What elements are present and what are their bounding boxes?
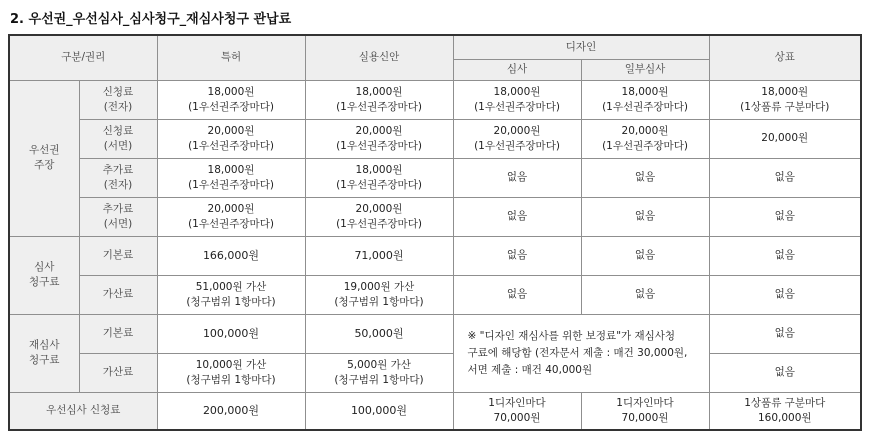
cell-line: (1우선권주장마다) [188, 178, 274, 191]
cell-line: 50,000원 [354, 327, 404, 340]
fee-table [8, 34, 862, 431]
cell-patent [157, 392, 305, 430]
cell-line: 18,000원 [493, 85, 541, 98]
label-line: 가산료 [102, 288, 134, 300]
cell-line: (1우선권주장마다) [188, 217, 274, 230]
cell-patent [157, 314, 305, 353]
cell-patent [157, 236, 305, 275]
label-line: (전자) [103, 178, 133, 191]
cell-utility [305, 158, 453, 197]
cell-line: 100,000원 [350, 404, 408, 418]
note-line: 구료에 해당함 (전자문서 제출 : 매건 30,000원, [467, 346, 688, 359]
row-label [79, 275, 157, 314]
row-label [79, 158, 157, 197]
group-label-line: 재심사 [29, 339, 60, 351]
header-design-exam: 심사 [453, 59, 581, 80]
group-label-line: 청구료 [29, 354, 60, 366]
cell-line: 없음 [634, 249, 656, 261]
cell-line: 없음 [506, 210, 528, 222]
cell-patent [157, 275, 305, 314]
cell-line: (1우선권주장마다) [188, 139, 274, 152]
cell-patent [157, 197, 305, 236]
row-label [79, 236, 157, 275]
cell-line: 100,000원 [202, 327, 260, 340]
cell-patent [157, 158, 305, 197]
cell-design-exam [453, 80, 581, 119]
header-trademark: 상표 [709, 35, 861, 80]
cell-patent [157, 353, 305, 392]
label-line: 기본료 [102, 249, 134, 261]
cell-line: 없음 [634, 171, 656, 183]
label-line: 기본료 [102, 327, 134, 339]
cell-design-partial [581, 158, 709, 197]
cell-design-exam [453, 392, 581, 430]
cell-line: 20,000원 [207, 124, 255, 137]
cell-design-partial [581, 392, 709, 430]
cell-design-partial [581, 80, 709, 119]
cell-line: 18,000원 [355, 163, 403, 176]
cell-line: 없음 [774, 210, 795, 222]
cell-line: 18,000원 [355, 85, 403, 98]
cell-line: (1우선권주장마다) [602, 100, 688, 113]
cell-line: 10,000원 가산 [195, 358, 267, 371]
cell-line: 19,000원 가산 [343, 280, 415, 293]
group-reexam [9, 314, 79, 392]
cell-trademark [709, 392, 861, 430]
cell-line: (1우선권주장마다) [474, 100, 560, 113]
note-line: 서면 제출 : 매건 40,000원 [467, 363, 593, 376]
cell-trademark [709, 80, 861, 119]
cell-design-partial [581, 236, 709, 275]
cell-design-exam [453, 197, 581, 236]
cell-line: 없음 [774, 366, 795, 378]
header-category: 구분/권리 [9, 35, 157, 80]
group-exam [9, 236, 79, 314]
cell-utility [305, 353, 453, 392]
cell-line: (1우선권주장마다) [474, 139, 560, 152]
cell-line: 20,000원 [621, 124, 669, 137]
cell-trademark [709, 197, 861, 236]
design-reexam-note [453, 314, 709, 392]
row-label-priority-exam: 우선심사 신청료 [9, 392, 157, 430]
cell-patent [157, 119, 305, 158]
cell-trademark [709, 119, 861, 158]
row-label [79, 197, 157, 236]
cell-design-partial [581, 119, 709, 158]
cell-design-exam [453, 236, 581, 275]
row-label [79, 119, 157, 158]
cell-trademark [709, 353, 861, 392]
cell-utility [305, 275, 453, 314]
cell-line: 없음 [506, 249, 528, 261]
cell-utility [305, 392, 453, 430]
cell-line: 5,000원 가산 [347, 358, 411, 371]
cell-line: (1우선권주장마다) [188, 100, 274, 113]
cell-utility [305, 314, 453, 353]
cell-design-partial [581, 275, 709, 314]
cell-line: 없음 [506, 171, 528, 183]
header-utility: 실용신안 [305, 35, 453, 80]
group-label-line: 청구료 [29, 276, 60, 288]
cell-patent [157, 80, 305, 119]
group-label-line: 우선권 [29, 144, 60, 156]
cell-trademark [709, 236, 861, 275]
cell-line: 20,000원 [761, 132, 809, 144]
cell-line: 200,000원 [202, 404, 260, 418]
cell-line: (1우선권주장마다) [336, 178, 422, 191]
label-line: 신청료 [102, 85, 134, 98]
label-line: 추가료 [102, 163, 134, 176]
cell-line: 없음 [634, 210, 656, 222]
cell-line: 없음 [774, 249, 795, 261]
cell-line: 1디자인마다 [616, 396, 674, 409]
header-design: 디자인 [453, 35, 709, 59]
cell-line: (1우선권주장마다) [336, 139, 422, 152]
label-line: 추가료 [102, 202, 134, 215]
cell-line: 1디자인마다 [488, 396, 546, 409]
cell-utility [305, 80, 453, 119]
page-title: 2. 우선권_우선심사_심사청구_재심사청구 관납료 [10, 12, 292, 27]
cell-design-exam [453, 119, 581, 158]
group-label-line: 주장 [34, 159, 55, 171]
cell-line: 71,000원 [354, 249, 404, 262]
cell-utility [305, 119, 453, 158]
cell-utility [305, 197, 453, 236]
cell-line: 없음 [774, 327, 795, 339]
cell-line: 20,000원 [493, 124, 541, 137]
cell-line: 70,000원 [621, 411, 669, 424]
cell-line: (청구범위 1항마다) [186, 295, 276, 308]
cell-design-exam [453, 275, 581, 314]
cell-line: (1우선권주장마다) [336, 217, 422, 230]
cell-line: 없음 [506, 288, 528, 300]
row-label [79, 80, 157, 119]
cell-line: 51,000원 가산 [195, 280, 267, 293]
note-line: ※ "디자인 재심사를 위한 보정료"가 재심사청 [467, 329, 676, 342]
header-design-partial: 일부심사 [581, 59, 709, 80]
label-line: (전자) [103, 100, 133, 113]
header-patent: 특허 [157, 35, 305, 80]
group-label-line: 심사 [34, 261, 55, 273]
cell-line: 70,000원 [493, 411, 541, 424]
row-label [79, 314, 157, 353]
row-label [79, 353, 157, 392]
cell-line: (1상품류 구분마다) [740, 100, 830, 113]
label-line: (서면) [103, 139, 133, 152]
cell-line: 1상품류 구분마다 [744, 396, 826, 409]
group-priority [9, 80, 79, 236]
cell-trademark [709, 158, 861, 197]
cell-line: 18,000원 [621, 85, 669, 98]
cell-line: 20,000원 [355, 202, 403, 215]
cell-line: 18,000원 [761, 85, 809, 98]
cell-line: 없음 [774, 171, 795, 183]
cell-trademark [709, 275, 861, 314]
cell-line: 없음 [634, 288, 656, 300]
cell-design-partial [581, 197, 709, 236]
cell-line: (1우선권주장마다) [602, 139, 688, 152]
cell-line: 없음 [774, 288, 795, 300]
cell-line: (1우선권주장마다) [336, 100, 422, 113]
cell-line: 20,000원 [207, 202, 255, 215]
cell-line: 20,000원 [355, 124, 403, 137]
cell-trademark [709, 314, 861, 353]
cell-line: (청구범위 1항마다) [186, 373, 276, 386]
label-line: 신청료 [102, 124, 134, 137]
cell-line: (청구범위 1항마다) [334, 373, 424, 386]
cell-line: 166,000원 [202, 249, 260, 262]
cell-line: (청구범위 1항마다) [334, 295, 424, 308]
cell-design-exam [453, 158, 581, 197]
cell-line: 160,000원 [757, 411, 812, 424]
cell-line: 18,000원 [207, 85, 255, 98]
cell-utility [305, 236, 453, 275]
label-line: (서면) [103, 217, 133, 230]
label-line: 가산료 [102, 366, 134, 378]
cell-line: 18,000원 [207, 163, 255, 176]
